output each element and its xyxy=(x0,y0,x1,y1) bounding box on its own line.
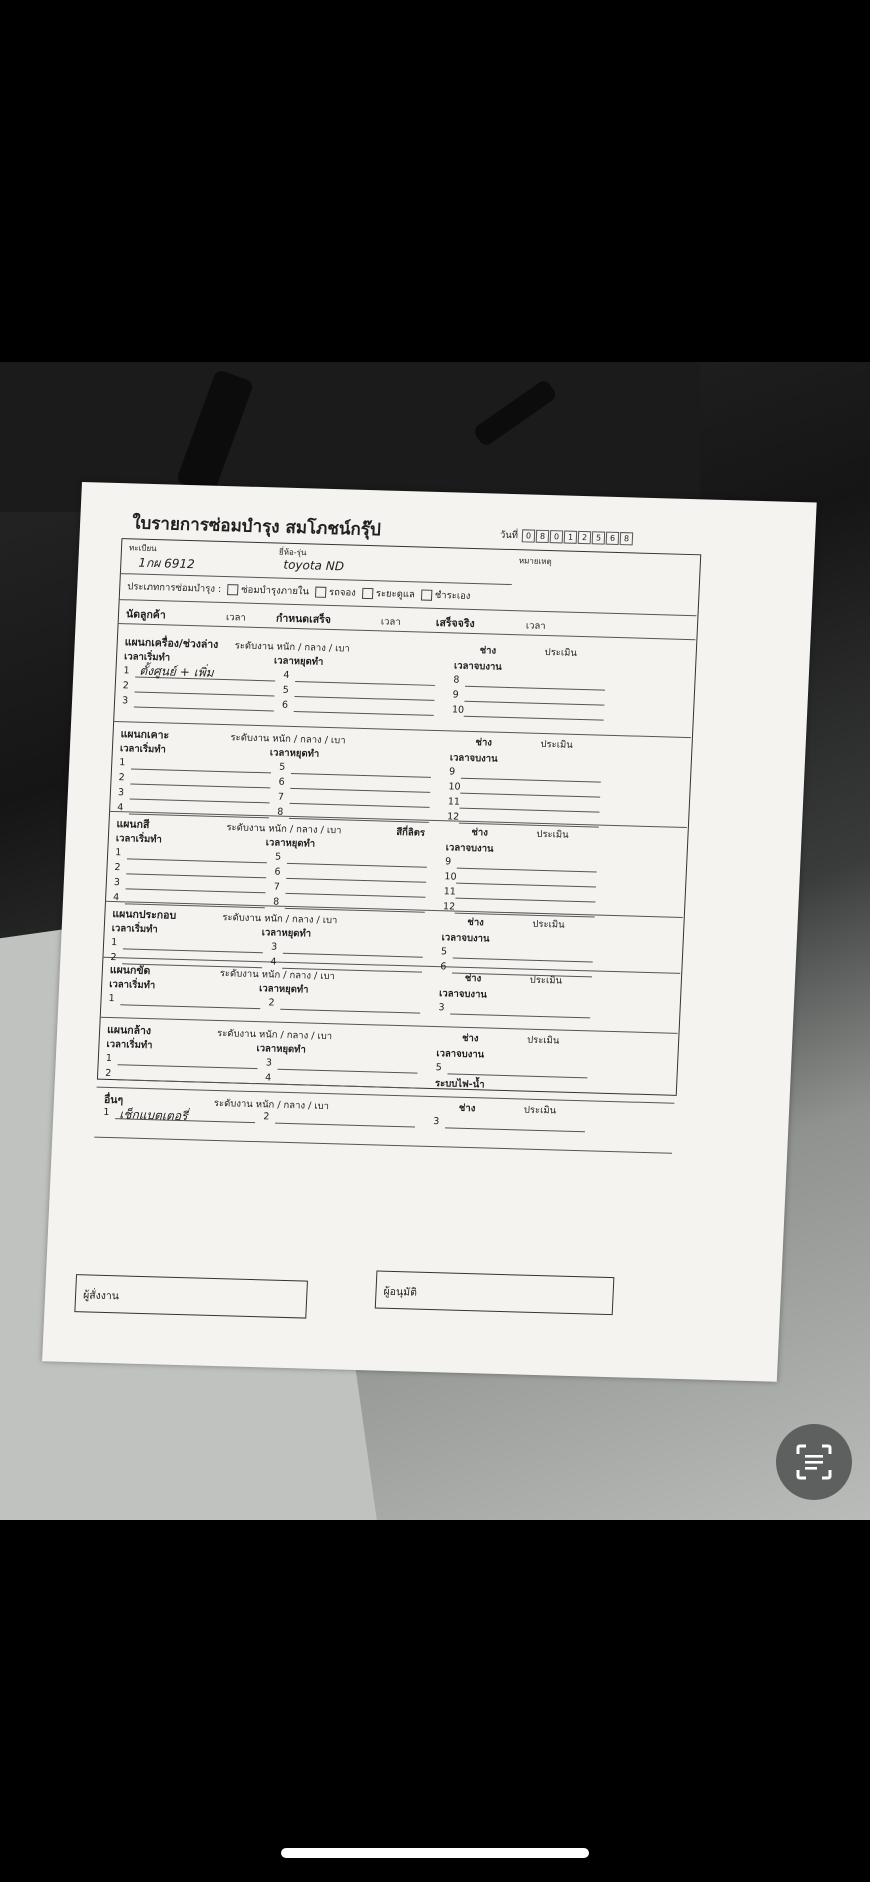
line-number: 5 xyxy=(278,761,286,773)
line-number: 10 xyxy=(444,871,457,883)
line-number: 3 xyxy=(117,787,125,799)
brand-value: toyota ND xyxy=(283,557,345,574)
section-tech-label: ช่าง xyxy=(464,972,482,985)
time-label: เวลา xyxy=(225,612,246,624)
handwritten-entry: ตั้งศูนย์ + เพิ่ม xyxy=(139,663,214,680)
line-number: 10 xyxy=(451,704,465,716)
line-number: 11 xyxy=(447,796,461,808)
line-number: 1 xyxy=(123,665,130,677)
brand-label: ยี่ห้อ-รุ่น xyxy=(278,547,307,558)
repair-type-reserved: รถจอง xyxy=(328,586,357,599)
line-number: 4 xyxy=(264,1072,272,1084)
line-number: 2 xyxy=(263,1111,270,1123)
section-eval-label: ประเมิน xyxy=(544,646,578,659)
line-number: 1 xyxy=(110,936,118,949)
approver-label: ผู้อนุมัติ xyxy=(383,1285,418,1299)
section-extra2: ระบบไฟ-น้ำ xyxy=(434,1078,485,1091)
section-end-label: เวลาจบงาน xyxy=(453,660,503,673)
finish-label: เสร็จจริง xyxy=(435,616,475,631)
date-digit: 0 xyxy=(522,529,536,542)
date-digit: 2 xyxy=(578,531,592,544)
section-extra: สีกี่ลิตร xyxy=(396,826,426,839)
line-number: 6 xyxy=(278,776,285,788)
section-end-label: เวลาจบงาน xyxy=(441,932,490,945)
section-name: แผนกล้าง xyxy=(106,1023,152,1038)
line-number: 2 xyxy=(104,1067,112,1080)
checkbox-maintenance[interactable] xyxy=(362,588,373,599)
section-tech-label: ช่าง xyxy=(479,645,497,657)
section-end-label: เวลาจบงาน xyxy=(438,988,488,1001)
line-number: 1 xyxy=(119,757,126,769)
section-tech-label: ช่าง xyxy=(461,1032,479,1045)
plate-label: ทะเบียน xyxy=(128,543,157,554)
section-pause-label: เวลาหยุดทำ xyxy=(258,983,309,996)
section-eval-label: ประเมิน xyxy=(526,1034,560,1047)
section-level: ระดับงาน หนัก / กลาง / เบา xyxy=(213,1097,330,1113)
date-digit: 8 xyxy=(536,530,550,543)
form-title: ใบรายการซ่อมบำรุง สมโภชน์กรุ๊ป xyxy=(131,513,382,541)
line-number: 8 xyxy=(276,806,284,818)
line-number: 2 xyxy=(118,772,125,784)
line-number: 5 xyxy=(435,1062,443,1074)
line-number: 6 xyxy=(274,866,281,878)
line-number: 11 xyxy=(443,886,457,898)
section-level: ระดับงาน หนัก / กลาง / เบา xyxy=(234,640,350,655)
line-number: 1 xyxy=(103,1106,110,1119)
section-eval-label: ประเมิน xyxy=(540,738,573,751)
section-eval-label: ประเมิน xyxy=(529,974,563,987)
line-number: 7 xyxy=(273,881,281,893)
section-level: ระดับงาน หนัก / กลาง / เบา xyxy=(226,822,342,837)
section-start-label: เวลาเริ่มทำ xyxy=(108,978,156,992)
home-indicator[interactable] xyxy=(281,1848,589,1858)
line-number: 3 xyxy=(438,1002,445,1014)
section-name: แผนกเครื่อง/ช่วงล่าง xyxy=(124,636,219,651)
repair-type-maintenance: ระยะดูแล xyxy=(375,588,416,601)
date-digit: 6 xyxy=(606,532,620,545)
section-level: ระดับงาน หนัก / กลาง / เบา xyxy=(219,968,336,983)
line-number: 5 xyxy=(440,946,448,958)
date-digit: 0 xyxy=(550,530,564,543)
section-tech-label: ช่าง xyxy=(475,737,493,749)
repair-type-label: ประเภทการซ่อมบำรุง : xyxy=(127,581,222,595)
repair-form-paper xyxy=(42,482,817,1382)
line-number: 2 xyxy=(114,862,121,874)
section-start-label: เวลาเริ่มทำ xyxy=(115,833,163,846)
line-number: 9 xyxy=(452,689,459,701)
checkbox-selfpay[interactable] xyxy=(421,590,432,601)
line-number: 2 xyxy=(268,997,275,1009)
section-level: ระดับงาน หนัก / กลาง / เบา xyxy=(222,912,338,927)
repair-type-selfpay: ชำระเอง xyxy=(434,589,471,602)
section-pause-label: เวลาหยุดทำ xyxy=(265,837,316,850)
section-start-label: เวลาเริ่มทำ xyxy=(111,923,158,936)
section-eval-label: ประเมิน xyxy=(532,918,565,931)
line-number: 4 xyxy=(117,802,124,814)
line-number: 9 xyxy=(444,856,452,868)
line-number: 3 xyxy=(113,877,121,889)
date-field xyxy=(500,528,634,547)
section-tech-label: ช่าง xyxy=(467,916,485,929)
line-number: 5 xyxy=(274,851,282,863)
section-pause-label: เวลาหยุดทำ xyxy=(261,927,312,940)
live-text-scan-button[interactable] xyxy=(776,1424,852,1500)
line-number: 1 xyxy=(114,847,122,859)
line-number: 2 xyxy=(122,680,130,692)
section-end-label: เวลาจบงาน xyxy=(436,1048,485,1061)
section-end-label: เวลาจบงาน xyxy=(449,752,498,765)
section-name: แผนกสี xyxy=(116,818,150,832)
entry-line xyxy=(445,1127,585,1132)
appointment-label: นัดลูกค้า xyxy=(125,608,167,622)
line-number: 1 xyxy=(105,1052,113,1065)
date-digit: 1 xyxy=(564,530,578,543)
line-number: 3 xyxy=(265,1057,273,1069)
line-number: 7 xyxy=(277,791,285,803)
due-label: กำหนดเสร็จ xyxy=(275,612,332,626)
section-tech-label: ช่าง xyxy=(458,1102,476,1115)
time-label: เวลา xyxy=(380,616,401,628)
section-start-label: เวลาเริ่มทำ xyxy=(123,651,171,664)
section-pause-label: เวลาหยุดทำ xyxy=(256,1043,307,1056)
line-number: 4 xyxy=(283,669,290,681)
section-name: อื่นๆ xyxy=(103,1093,124,1107)
section-name: แผนกเคาะ xyxy=(120,728,170,742)
section-tech-label: ช่าง xyxy=(471,827,489,839)
section-eval-label: ประเมิน xyxy=(536,828,569,841)
repair-type-internal: ซ่อมบำรุงภายใน xyxy=(240,584,310,598)
line-number: 3 xyxy=(433,1116,440,1128)
section-start-label: เวลาเริ่มทำ xyxy=(119,743,167,756)
plate-value: 1กผ 6912 xyxy=(138,555,195,572)
section-end-label: เวลาจบงาน xyxy=(445,842,494,855)
date-label: วันที่ xyxy=(499,529,519,542)
checkbox-reserved[interactable] xyxy=(315,587,326,598)
line-number: 9 xyxy=(448,766,456,778)
section-level: ระดับงาน หนัก / กลาง / เบา xyxy=(230,732,346,747)
section-pause-label: เวลาหยุดทำ xyxy=(269,747,320,760)
live-text-icon xyxy=(794,1442,834,1482)
line-number: 4 xyxy=(112,892,120,904)
line-number: 6 xyxy=(440,961,447,973)
section-name: แผนกประกอบ xyxy=(112,908,177,922)
time-label: เวลา xyxy=(525,620,546,632)
date-digit: 5 xyxy=(592,531,606,544)
line-number: 1 xyxy=(108,992,115,1005)
checkbox-internal[interactable] xyxy=(227,584,238,595)
entry-line xyxy=(275,1123,415,1128)
section-divider xyxy=(94,1137,672,1154)
section-level: ระดับงาน หนัก / กลาง / เบา xyxy=(216,1027,333,1043)
section-eval-label: ประเมิน xyxy=(523,1104,557,1117)
line-number: 8 xyxy=(453,674,460,686)
line-number: 12 xyxy=(446,811,460,823)
line-number: 10 xyxy=(448,781,461,793)
line-number: 3 xyxy=(270,941,278,953)
line-number: 5 xyxy=(282,684,290,696)
note-label: หมายเหตุ xyxy=(518,556,552,567)
date-digit: 8 xyxy=(620,532,634,545)
line-number: 8 xyxy=(272,896,280,908)
line-number: 12 xyxy=(442,901,456,913)
section-pause-label: เวลาหยุดทำ xyxy=(273,655,324,668)
section-name: แผนกขัด xyxy=(109,963,151,978)
line-number: 4 xyxy=(270,956,277,968)
section-start-label: เวลาเริ่มทำ xyxy=(106,1038,153,1052)
line-number: 6 xyxy=(281,699,289,711)
assigner-label: ผู้สั่งงาน xyxy=(82,1289,120,1303)
line-number: 3 xyxy=(121,695,129,707)
handwritten-entry: เช็กแบตเตอรี่ xyxy=(119,1107,188,1124)
line-number: 2 xyxy=(110,951,117,964)
